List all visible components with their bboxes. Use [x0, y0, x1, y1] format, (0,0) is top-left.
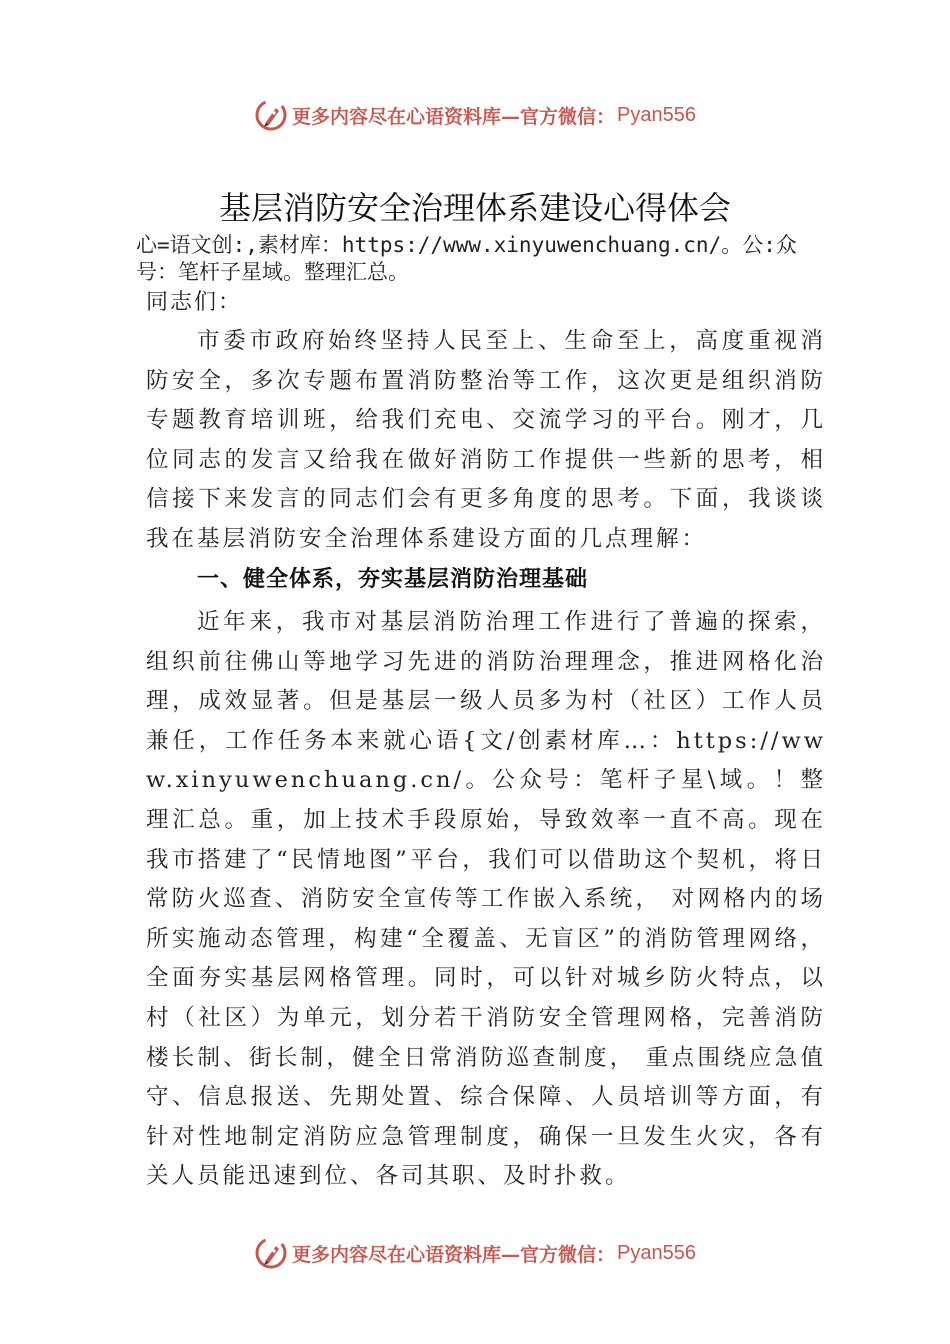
pen-nib-logo-icon: [254, 1236, 288, 1270]
watermark-text: 更多内容尽在心语资料库—官方微信：: [292, 105, 616, 128]
watermark-text: 更多内容尽在心语资料库—官方微信：: [292, 1243, 616, 1266]
section-heading-1: 一、健全体系，夯实基层消防治理基础: [197, 567, 589, 592]
paragraph-section-1: 近年来，我市对基层消防治理工作进行了普遍的探索，组织前往佛山等地学习先进的消防治理理念，推进网格化治理，成效显著。但是基层一级人员多为村（社区）工作人员兼任，工作任务本来就心语{文/创素材库…：https://www.xinyuwenchuang.cn/。公众号：笔杆子星\域。！整理汇总。重，加上技术手段原始，导致效率一直不高。现在我市搭建了“民情地图”平台，我们可以借助这个契机，将日常防火巡查、消防安全宣传等工作嵌入系统， 对网格内的场所实施动态管理，构建“全覆盖、无盲区”的消防管理网络，全面夯实基层网格管理。同时，可以针对城乡防火特点，以村（社区）为单元，划分若干消防安全管理网格，完善消防楼长制、街长制，健全日常消防巡查制度， 重点围绕应急值守、信息报送、先期处置、综合保障、人员培训等方面，有针对性地制定消防应急管理制度，确保一旦发生火灾，各有关人员能迅速到位、各司其职、及时扑救。: [146, 609, 826, 1190]
source-note: 心=语文创:,素材库：https://www.xinyuwenchuang.cn/。公:众号：笔杆子星域。整理汇总。: [136, 233, 797, 284]
watermark-wechat-id: Pyan556: [617, 103, 696, 126]
paragraph-intro: 市委市政府始终坚持人民至上、生命至上，高度重视消防安全，多次专题布置消防整治等工作，这次更是组织消防专题教育培训班，给我们充电、交流学习的平台。刚才，几位同志的发言又给我在做好消防工作提供一些新的思考，相信接下来发言的同志们会有更多角度的思考。下面，我谈谈我在基层消防安全治理体系建设方面的几点理解：: [146, 328, 826, 552]
header-watermark: [0, 95, 950, 135]
watermark-wechat-id: Pyan556: [617, 1241, 696, 1264]
footer-watermark: [0, 1233, 950, 1273]
greeting: 同志们：: [146, 290, 243, 315]
pen-nib-logo-icon: [254, 98, 288, 132]
document-title: 基层消防安全治理体系建设心得体会: [218, 189, 731, 227]
